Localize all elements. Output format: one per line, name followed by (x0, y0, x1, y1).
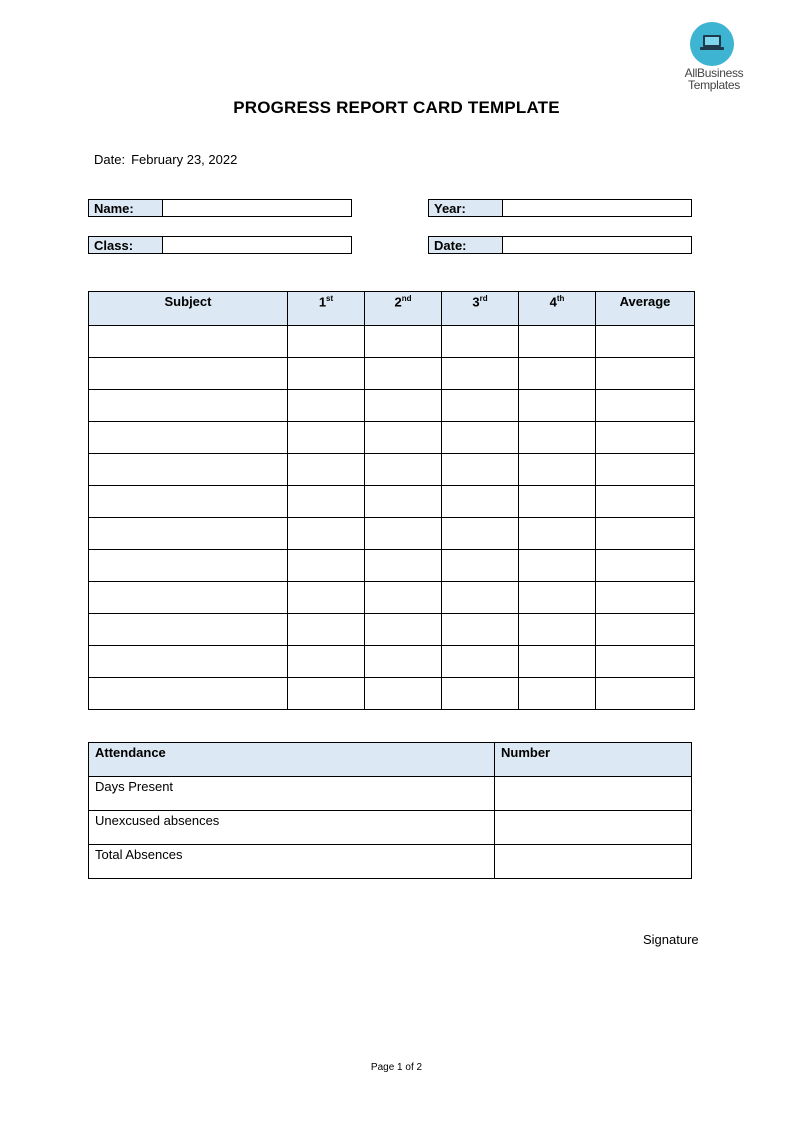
grades-table (88, 291, 695, 710)
subject-cell[interactable] (89, 550, 288, 582)
table-row (89, 646, 695, 678)
attendance-number-cell[interactable] (495, 777, 692, 811)
attendance-row-label: Days Present (89, 777, 495, 811)
subject-cell[interactable] (89, 358, 288, 390)
quarter-3-cell[interactable] (442, 550, 519, 582)
subject-cell[interactable] (89, 326, 288, 358)
subject-cell[interactable] (89, 678, 288, 710)
average-cell[interactable] (596, 550, 695, 582)
table-row (89, 454, 695, 486)
logo-badge (690, 22, 734, 66)
quarter-1-cell[interactable] (288, 678, 365, 710)
quarter-4-cell[interactable] (519, 486, 596, 518)
date-field-label: Date: (429, 237, 503, 254)
attendance-header-row (89, 743, 692, 777)
number-header: Number (495, 743, 692, 777)
quarter-4-cell[interactable] (519, 646, 596, 678)
quarter-4-cell[interactable] (519, 390, 596, 422)
average-cell[interactable] (596, 518, 695, 550)
name-value-cell[interactable] (163, 200, 352, 217)
average-header: Average (596, 292, 695, 326)
laptop-icon (700, 34, 724, 52)
page-number: Page 1 of 2 (370, 1062, 423, 1073)
date-field (428, 236, 692, 254)
quarter-2-cell[interactable] (365, 390, 442, 422)
quarter-4-cell[interactable] (519, 614, 596, 646)
subject-cell[interactable] (89, 486, 288, 518)
quarter-1-cell[interactable] (288, 614, 365, 646)
table-row (89, 614, 695, 646)
class-value-cell[interactable] (163, 237, 352, 254)
average-cell[interactable] (596, 326, 695, 358)
quarter-2-cell[interactable] (365, 486, 442, 518)
subject-cell[interactable] (89, 422, 288, 454)
quarter-1-cell[interactable] (288, 454, 365, 486)
quarter-1-cell[interactable] (288, 518, 365, 550)
quarter-2-cell[interactable] (365, 614, 442, 646)
quarter-3-cell[interactable] (442, 646, 519, 678)
subject-header: Subject (89, 292, 288, 326)
table-row (89, 550, 695, 582)
quarter-2-cell[interactable] (365, 358, 442, 390)
table-row (89, 811, 692, 845)
logo-line-1: AllBusiness (684, 66, 744, 80)
brand-logo (674, 22, 754, 94)
quarter-4-cell[interactable] (519, 582, 596, 614)
quarter-2-cell[interactable] (365, 326, 442, 358)
quarter-2-cell[interactable] (365, 454, 442, 486)
class-label: Class: (89, 237, 163, 254)
quarter-1-suffix: st (326, 294, 334, 303)
quarter-1-header (288, 292, 365, 326)
quarter-4-suffix: th (556, 294, 565, 303)
quarter-2-suffix: nd (401, 294, 412, 303)
quarter-4-cell[interactable] (519, 550, 596, 582)
grades-body (89, 326, 695, 710)
quarter-1-cell[interactable] (288, 550, 365, 582)
quarter-2-cell[interactable] (365, 646, 442, 678)
quarter-1-cell[interactable] (288, 390, 365, 422)
quarter-1-cell[interactable] (288, 326, 365, 358)
quarter-3-header (442, 292, 519, 326)
page-title: PROGRESS REPORT CARD TEMPLATE (233, 98, 560, 117)
average-cell[interactable] (596, 390, 695, 422)
subject-cell[interactable] (89, 614, 288, 646)
quarter-3-cell[interactable] (442, 454, 519, 486)
year-label: Year: (429, 200, 503, 217)
average-cell[interactable] (596, 422, 695, 454)
quarter-1-cell[interactable] (288, 646, 365, 678)
logo-line-2: Templates (688, 78, 740, 92)
date-label: Date: (94, 152, 126, 167)
logo-text (674, 67, 754, 91)
quarter-3-suffix: rd (479, 294, 488, 303)
quarter-1-cell[interactable] (288, 582, 365, 614)
quarter-2-cell[interactable] (365, 550, 442, 582)
table-row (89, 518, 695, 550)
subject-cell[interactable] (89, 454, 288, 486)
table-row (89, 582, 695, 614)
quarter-2-number: 2 (394, 294, 402, 310)
quarter-4-cell[interactable] (519, 422, 596, 454)
table-row (89, 326, 695, 358)
quarter-4-number: 4 (549, 294, 557, 310)
table-row (89, 486, 695, 518)
quarter-4-cell[interactable] (519, 518, 596, 550)
attendance-number-cell[interactable] (495, 811, 692, 845)
document-date (94, 152, 237, 167)
quarter-3-cell[interactable] (442, 518, 519, 550)
grades-header-row (89, 292, 695, 326)
average-cell[interactable] (596, 454, 695, 486)
year-value-cell[interactable] (503, 200, 692, 217)
subject-cell[interactable] (89, 582, 288, 614)
class-field (88, 236, 352, 254)
attendance-row-label: Total Absences (89, 845, 495, 879)
table-row (89, 678, 695, 710)
quarter-3-cell[interactable] (442, 582, 519, 614)
table-row (89, 422, 695, 454)
quarter-4-cell[interactable] (519, 454, 596, 486)
quarter-2-header (365, 292, 442, 326)
quarter-3-cell[interactable] (442, 614, 519, 646)
table-row (89, 358, 695, 390)
quarter-3-cell[interactable] (442, 358, 519, 390)
average-cell[interactable] (596, 358, 695, 390)
table-row (89, 845, 692, 879)
quarter-4-cell[interactable] (519, 358, 596, 390)
table-row (89, 777, 692, 811)
signature-label: Signature (643, 932, 699, 947)
quarter-2-cell[interactable] (365, 518, 442, 550)
date-value-cell[interactable] (503, 237, 692, 254)
quarter-1-number: 1 (318, 294, 327, 310)
table-row (89, 390, 695, 422)
name-label: Name: (89, 200, 163, 217)
quarter-3-cell[interactable] (442, 678, 519, 710)
attendance-table (88, 742, 692, 879)
date-value: February 23, 2022 (131, 152, 238, 167)
quarter-4-cell[interactable] (519, 678, 596, 710)
attendance-header: Attendance (89, 743, 495, 777)
average-cell[interactable] (596, 486, 695, 518)
subject-cell[interactable] (89, 390, 288, 422)
subject-cell[interactable] (89, 646, 288, 678)
quarter-3-cell[interactable] (442, 326, 519, 358)
name-field (88, 199, 352, 217)
quarter-3-cell[interactable] (442, 486, 519, 518)
average-cell[interactable] (596, 614, 695, 646)
attendance-number-cell[interactable] (495, 845, 692, 879)
quarter-2-cell[interactable] (365, 582, 442, 614)
average-cell[interactable] (596, 582, 695, 614)
quarter-1-cell[interactable] (288, 422, 365, 454)
average-cell[interactable] (596, 646, 695, 678)
quarter-1-cell[interactable] (288, 486, 365, 518)
quarter-2-cell[interactable] (365, 678, 442, 710)
quarter-3-cell[interactable] (442, 422, 519, 454)
attendance-row-label: Unexcused absences (89, 811, 495, 845)
quarter-1-cell[interactable] (288, 358, 365, 390)
quarter-4-cell[interactable] (519, 326, 596, 358)
quarter-4-header (519, 292, 596, 326)
quarter-3-number: 3 (472, 294, 480, 310)
quarter-2-cell[interactable] (365, 422, 442, 454)
quarter-3-cell[interactable] (442, 390, 519, 422)
subject-cell[interactable] (89, 518, 288, 550)
average-cell[interactable] (596, 678, 695, 710)
year-field (428, 199, 692, 217)
